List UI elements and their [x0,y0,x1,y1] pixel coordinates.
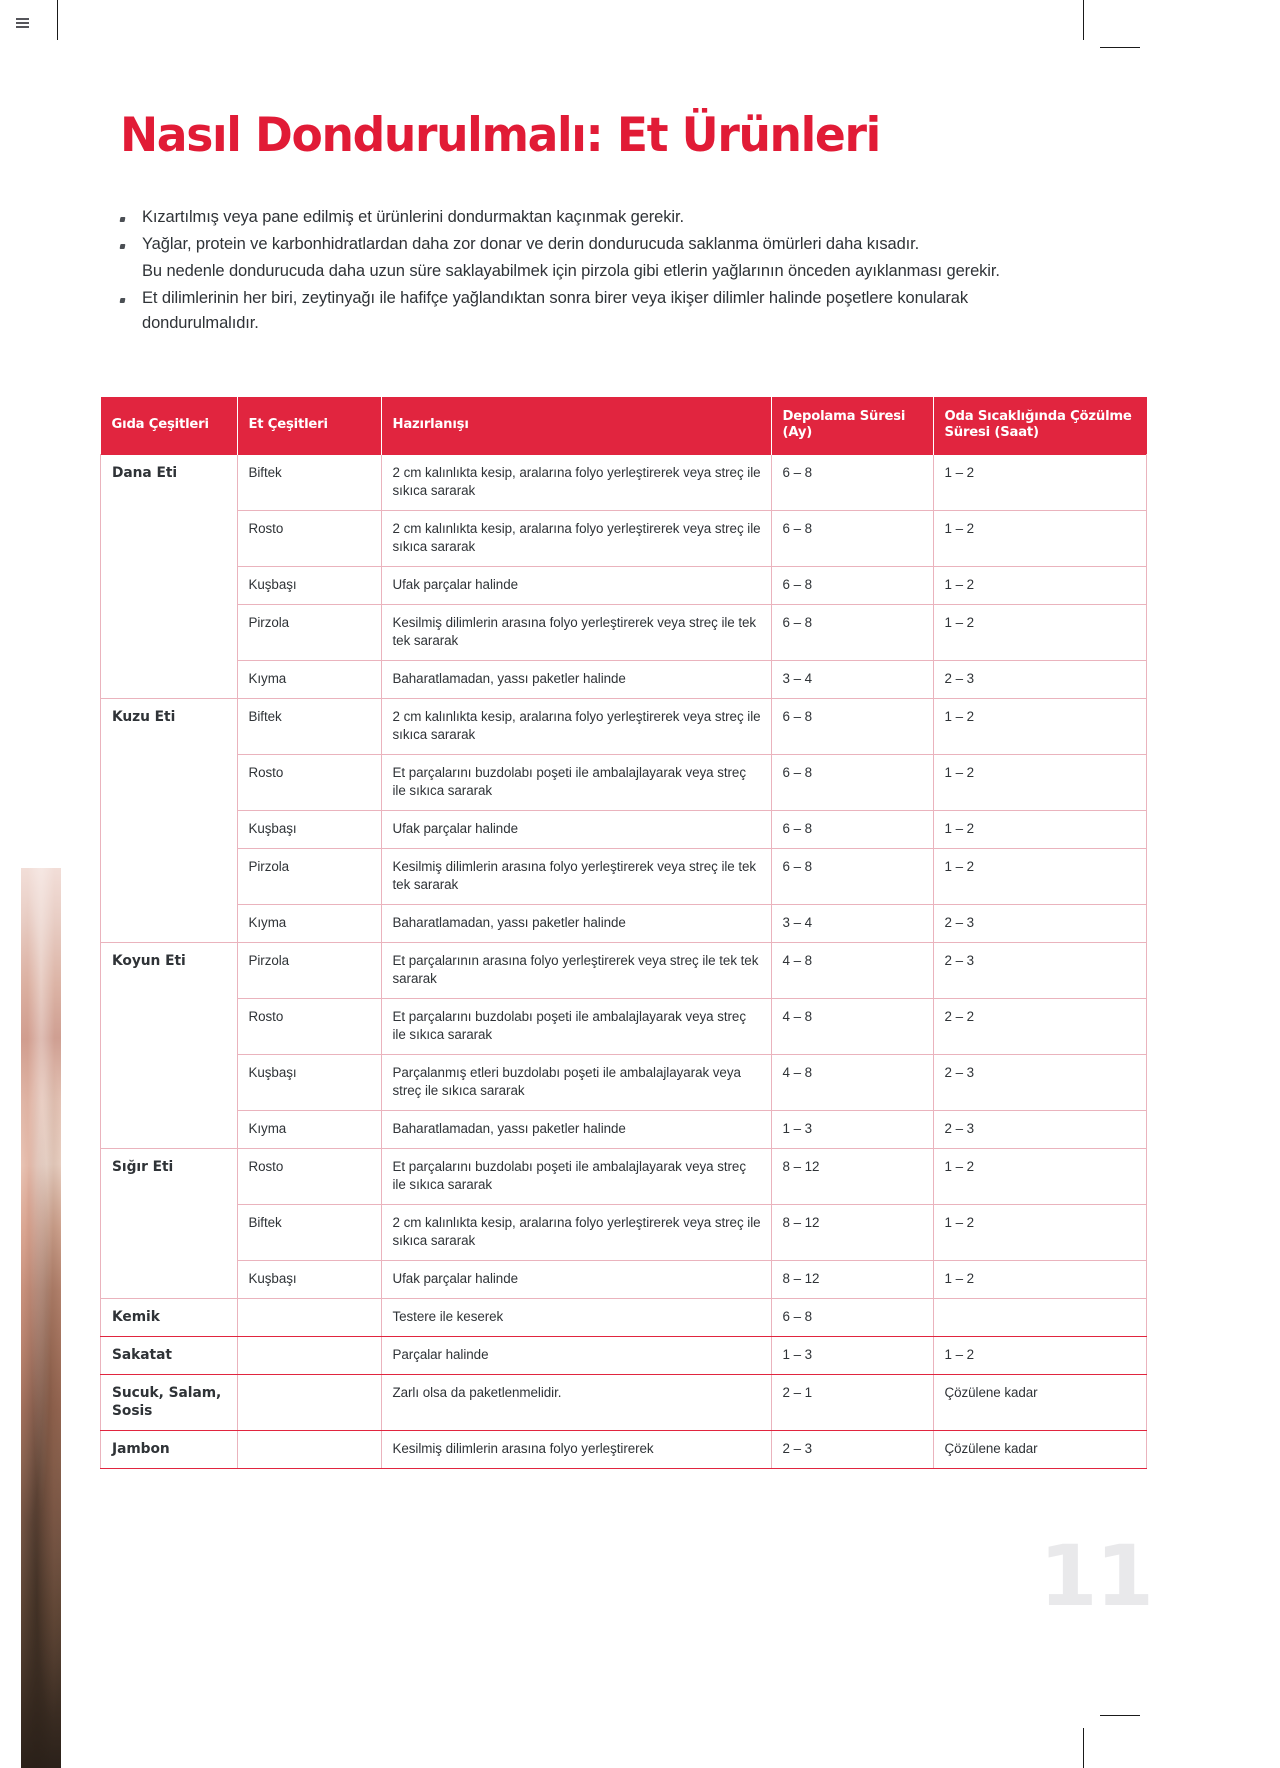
bullet-marker-icon [120,232,142,252]
cell-preparation: Baharatlamadan, yassı paketler halinde [381,661,771,699]
page-title: Nasıl Dondurulmalı: Et Ürünleri [120,108,880,163]
crop-mark-right-bottom-horizontal [1100,1715,1140,1716]
cell-meat-type: Biftek [237,455,381,511]
cell-thaw-duration: Çözülene kadar [933,1431,1147,1469]
table-row [101,1431,1147,1469]
cell-meat-type: Rosto [237,755,381,811]
cell-storage-duration: 3 – 4 [771,661,933,699]
bullet-text: Kızartılmış veya pane edilmiş et ürünlerini dondurmaktan kaçınmak gerekir. [142,208,684,226]
cell-meat-type [237,1431,381,1469]
column-header-storage-duration: Depolama Süresi (Ay) [771,397,933,455]
cell-food-type-group: Dana Eti [101,455,238,699]
cell-thaw-duration: Çözülene kadar [933,1375,1147,1431]
cell-storage-duration: 4 – 8 [771,1055,933,1111]
table-row [101,849,1147,905]
table-row [101,661,1147,699]
cell-preparation: 2 cm kalınlıkta kesip, aralarına folyo yerleştirerek veya streç ile sıkıca sararak [381,511,771,567]
cell-storage-duration: 2 – 3 [771,1431,933,1469]
cell-thaw-duration: 2 – 3 [933,1055,1147,1111]
cell-preparation: Ufak parçalar halinde [381,1261,771,1299]
cell-meat-type: Kıyma [237,661,381,699]
table-row [101,905,1147,943]
cell-preparation: Parçalanmış etleri buzdolabı poşeti ile ambalajlayarak veya streç ile sıkıca sararak [381,1055,771,1111]
cell-meat-type: Pirzola [237,605,381,661]
freezing-guide-table-wrapper [100,397,1132,1469]
bullet-text: Yağlar, protein ve karbonhidratlardan daha zor donar ve derin dondurucuda saklanma ömürleri daha kısadır. [142,235,920,253]
crop-mark-right-top-horizontal [1100,47,1140,48]
cell-thaw-duration: 1 – 2 [933,567,1147,605]
crop-mark-bottom-right [1083,1728,1084,1768]
cell-food-type-group: Sığır Eti [101,1149,238,1299]
freezing-guide-table [100,397,1147,1469]
table-row [101,455,1147,511]
table-row [101,811,1147,849]
decorative-meat-photo-strip [21,868,61,1768]
bullet-text: Et dilimlerinin her biri, zeytinyağı ile hafifçe yağlandıktan sonra birer veya ikişer dilimler halinde poşetlere konularak dondurulmalıdır. [142,289,969,332]
cell-meat-type: Kıyma [237,1111,381,1149]
cell-preparation: Et parçalarını buzdolabı poşeti ile ambalajlayarak veya streç ile sıkıca sararak [381,755,771,811]
cell-meat-type: Biftek [237,699,381,755]
cell-meat-type [237,1375,381,1431]
cell-storage-duration: 6 – 8 [771,849,933,905]
cell-preparation: Kesilmiş dilimlerin arasına folyo yerleştirerek [381,1431,771,1469]
cell-storage-duration: 4 – 8 [771,943,933,999]
cell-meat-type: Kuşbaşı [237,811,381,849]
cell-meat-type: Rosto [237,1149,381,1205]
cell-thaw-duration: 1 – 2 [933,1205,1147,1261]
cell-storage-duration: 6 – 8 [771,811,933,849]
cell-food-type-group: Jambon [101,1431,238,1469]
table-row [101,1055,1147,1111]
cell-preparation: 2 cm kalınlıkta kesip, aralarına folyo yerleştirerek veya streç ile sıkıca sararak [381,699,771,755]
table-row [101,699,1147,755]
cell-storage-duration: 8 – 12 [771,1205,933,1261]
table-header-row [101,397,1147,455]
cell-thaw-duration: 2 – 3 [933,661,1147,699]
cell-storage-duration: 6 – 8 [771,455,933,511]
table-row [101,1299,1147,1337]
cell-meat-type: Kuşbaşı [237,567,381,605]
cell-preparation: Parçalar halinde [381,1337,771,1375]
column-header-preparation: Hazırlanışı [381,397,771,455]
cell-preparation: Zarlı olsa da paketlenmelidir. [381,1375,771,1431]
table-row [101,1111,1147,1149]
cell-meat-type: Rosto [237,999,381,1055]
intro-bullet-list [120,205,1050,338]
cell-storage-duration: 3 – 4 [771,905,933,943]
table-row [101,755,1147,811]
column-header-thaw-duration: Oda Sıcaklığında Çözülme Süresi (Saat) [933,397,1147,455]
table-header [101,397,1147,455]
table-row [101,1149,1147,1205]
cell-storage-duration: 6 – 8 [771,699,933,755]
cell-storage-duration: 4 – 8 [771,999,933,1055]
list-item [120,205,1050,230]
cell-storage-duration: 8 – 12 [771,1261,933,1299]
cell-food-type-group: Sakatat [101,1337,238,1375]
crop-mark-top-left [57,0,58,40]
cell-food-type-group: Koyun Eti [101,943,238,1149]
cell-preparation: Baharatlamadan, yassı paketler halinde [381,905,771,943]
cell-meat-type: Pirzola [237,943,381,999]
cell-preparation: Kesilmiş dilimlerin arasına folyo yerleştirerek veya streç ile tek tek sararak [381,605,771,661]
cell-meat-type [237,1299,381,1337]
column-header-meat-types: Et Çeşitleri [237,397,381,455]
cell-preparation: Et parçalarını buzdolabı poşeti ile ambalajlayarak veya streç ile sıkıca sararak [381,1149,771,1205]
cell-preparation: Et parçalarının arasına folyo yerleştirerek veya streç ile tek tek sararak [381,943,771,999]
cell-storage-duration: 2 – 1 [771,1375,933,1431]
registration-mark [16,18,29,28]
cell-thaw-duration: 1 – 2 [933,511,1147,567]
table-row [101,511,1147,567]
cell-meat-type: Pirzola [237,849,381,905]
cell-food-type-group: Sucuk, Salam, Sosis [101,1375,238,1431]
crop-mark-top-right [1083,0,1084,40]
cell-thaw-duration [933,1299,1147,1337]
cell-preparation: Et parçalarını buzdolabı poşeti ile ambalajlayarak veya streç ile sıkıca sararak [381,999,771,1055]
cell-thaw-duration: 1 – 2 [933,455,1147,511]
cell-storage-duration: 6 – 8 [771,605,933,661]
table-row [101,567,1147,605]
table-row [101,1375,1147,1431]
cell-thaw-duration: 1 – 2 [933,699,1147,755]
list-item [120,232,1050,257]
cell-food-type-group: Kemik [101,1299,238,1337]
table-row [101,1337,1147,1375]
cell-meat-type: Kuşbaşı [237,1261,381,1299]
cell-thaw-duration: 1 – 2 [933,755,1147,811]
cell-thaw-duration: 1 – 2 [933,1261,1147,1299]
cell-meat-type [237,1337,381,1375]
cell-preparation: Ufak parçalar halinde [381,811,771,849]
table-row [101,1205,1147,1261]
page-number: 11 [1039,1527,1152,1625]
cell-preparation: Ufak parçalar halinde [381,567,771,605]
cell-thaw-duration: 1 – 2 [933,849,1147,905]
cell-meat-type: Biftek [237,1205,381,1261]
cell-thaw-duration: 2 – 2 [933,999,1147,1055]
table-row [101,999,1147,1055]
list-item [120,286,1050,336]
cell-thaw-duration: 1 – 2 [933,1149,1147,1205]
cell-thaw-duration: 2 – 3 [933,943,1147,999]
cell-preparation: Kesilmiş dilimlerin arasına folyo yerleştirerek veya streç ile tek tek sararak [381,849,771,905]
cell-thaw-duration: 2 – 3 [933,905,1147,943]
cell-thaw-duration: 2 – 3 [933,1111,1147,1149]
cell-storage-duration: 6 – 8 [771,511,933,567]
table-body [101,455,1147,1469]
cell-preparation: Baharatlamadan, yassı paketler halinde [381,1111,771,1149]
cell-preparation: Testere ile keserek [381,1299,771,1337]
cell-storage-duration: 6 – 8 [771,567,933,605]
table-row [101,943,1147,999]
cell-meat-type: Kuşbaşı [237,1055,381,1111]
table-row [101,605,1147,661]
cell-thaw-duration: 1 – 2 [933,811,1147,849]
bullet-marker-icon [120,286,142,306]
cell-storage-duration: 6 – 8 [771,755,933,811]
bullet-continuation-text: Bu nedenle dondurucuda daha uzun süre saklayabilmek için pirzola gibi etlerin yağlarının önceden ayıklanması gerekir. [142,262,1000,280]
cell-storage-duration: 1 – 3 [771,1337,933,1375]
cell-preparation: 2 cm kalınlıkta kesip, aralarına folyo yerleştirerek veya streç ile sıkıca sararak [381,1205,771,1261]
cell-thaw-duration: 1 – 2 [933,605,1147,661]
cell-storage-duration: 6 – 8 [771,1299,933,1337]
cell-preparation: 2 cm kalınlıkta kesip, aralarına folyo yerleştirerek veya streç ile sıkıca sararak [381,455,771,511]
cell-meat-type: Kıyma [237,905,381,943]
cell-storage-duration: 8 – 12 [771,1149,933,1205]
cell-food-type-group: Kuzu Eti [101,699,238,943]
cell-meat-type: Rosto [237,511,381,567]
table-row [101,1261,1147,1299]
bullet-marker-icon [120,205,142,225]
column-header-food-types: Gıda Çeşitleri [101,397,238,455]
cell-storage-duration: 1 – 3 [771,1111,933,1149]
cell-thaw-duration: 1 – 2 [933,1337,1147,1375]
